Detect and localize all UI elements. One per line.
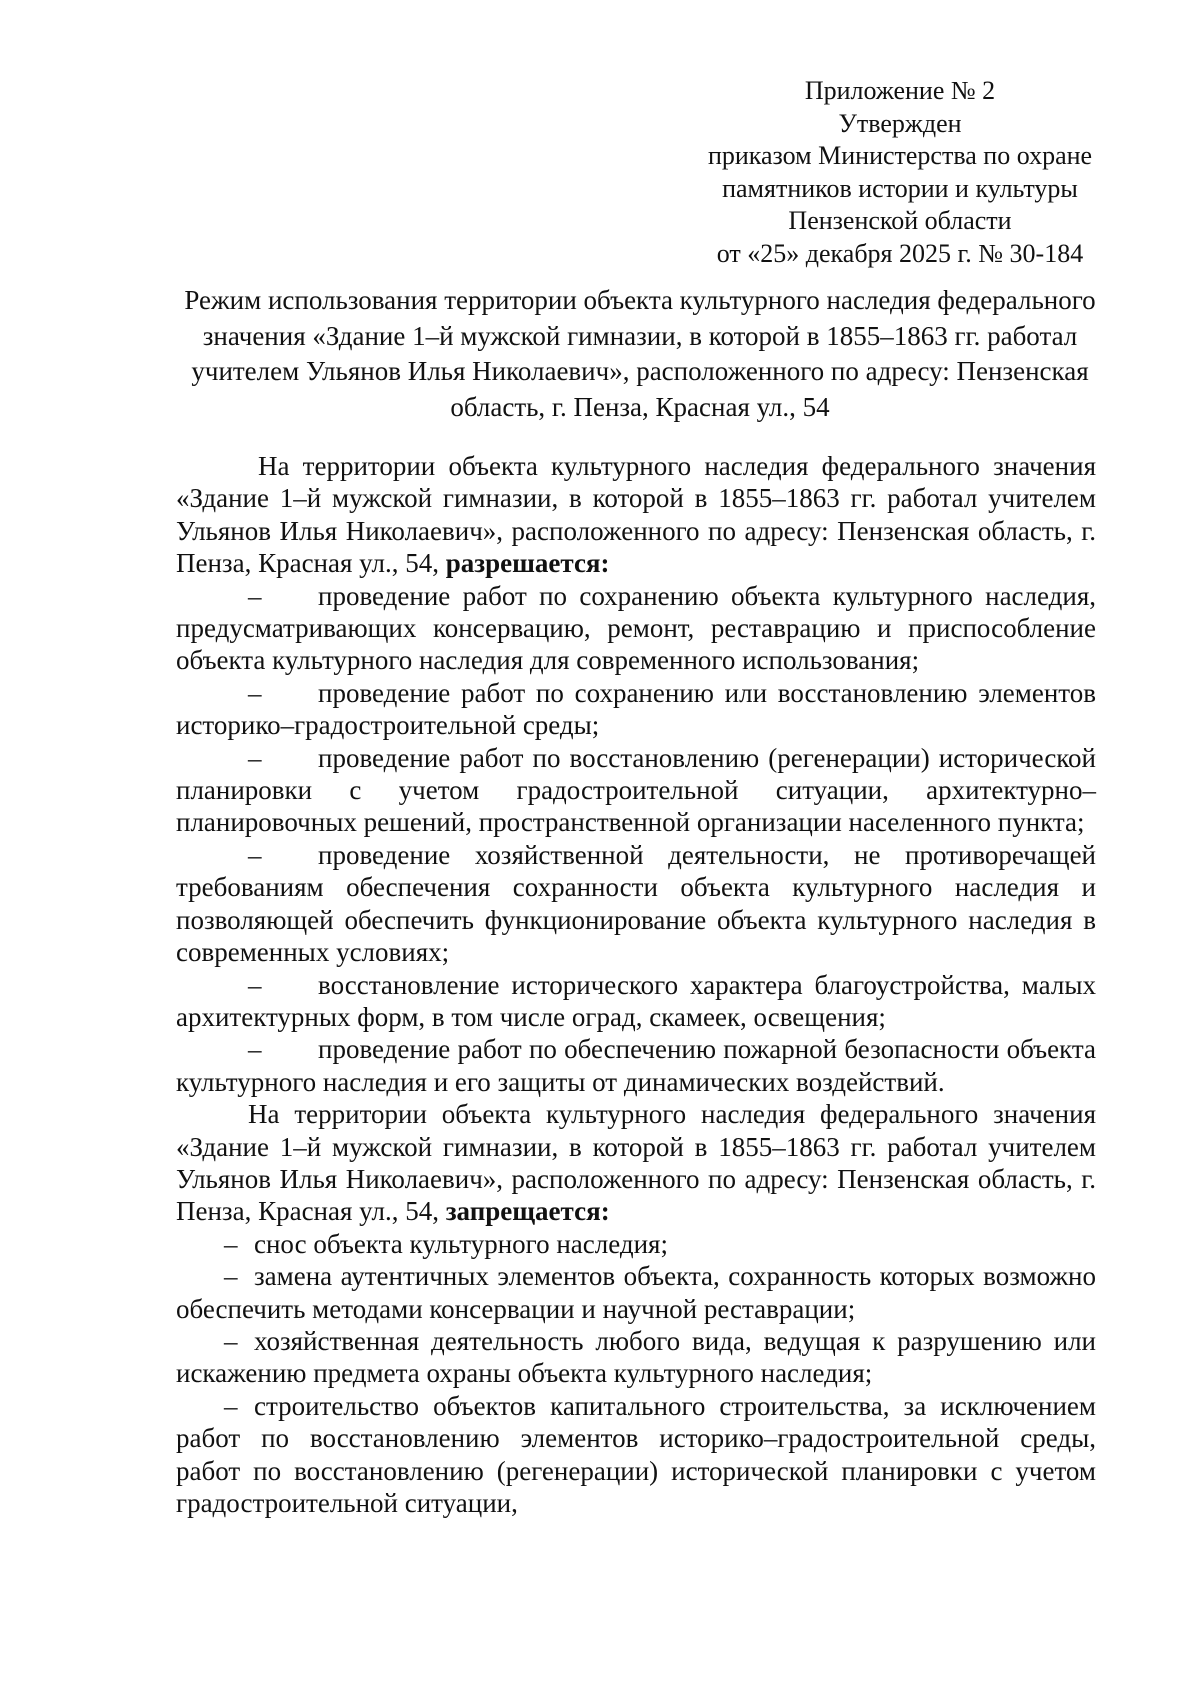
order-line: приказом Министерства по охране	[707, 141, 1093, 170]
list-item	[176, 1390, 1096, 1520]
list-dash: –	[224, 1261, 238, 1292]
forbidden-intro-paragraph	[176, 1098, 1096, 1228]
list-dash: –	[224, 1325, 238, 1356]
list-item-text: замена аутентичных элементов объекта, сохранность которых возможно обеспечить методами консервации и научной реставрации;	[176, 1261, 1096, 1324]
list-dash: –	[248, 580, 262, 611]
forbidden-intro-text: На территории объекта культурного наследия федерального значения «Здание 1–й мужской гимназии, в которой в 1855–1863 гг. работал учителем Ульянов Илья Николаевич», расположенного по адресу: Пензенская область, г. Пенза, Красная ул., 54,	[176, 1099, 1096, 1227]
list-item	[176, 742, 1096, 839]
approved-label: Утвержден	[838, 108, 962, 138]
list-item	[176, 1325, 1096, 1390]
list-dash: –	[224, 1228, 238, 1259]
list-dash: –	[248, 1034, 262, 1065]
list-item	[176, 1228, 1096, 1260]
list-dash: –	[248, 969, 262, 1000]
list-dash: –	[248, 742, 262, 773]
list-dash: –	[248, 677, 262, 708]
list-item-text: проведение работ по восстановлению (регенерации) исторической планировки с учетом градостроительной ситуации, архитектурно–планировочных решений, пространственной организации населенного пункта;	[176, 742, 1096, 838]
list-dash: –	[248, 839, 262, 870]
document-title: Режим использования территории объекта культурного наследия федерального значения «Здание 1–й мужской гимназии, в которой в 1855–1863 гг. работал учителем Ульянов Илья Николаевич», расположенного по адресу: Пензенская область, г. Пенза, Красная ул., 54	[184, 285, 1096, 422]
document-body	[176, 450, 1096, 1519]
region-line: Пензенской области	[788, 206, 1012, 235]
list-item-text: хозяйственная деятельность любого вида, ведущая к разрушению или искажению предмета охраны объекта культурного наследия;	[176, 1325, 1096, 1389]
approval-block	[680, 75, 1120, 270]
list-item-text: восстановление исторического характера благоустройства, малых архитектурных форм, в том числе оград, скамеек, освещения;	[176, 969, 1096, 1032]
allowed-intro-paragraph	[176, 450, 1096, 580]
list-item-text: снос объекта культурного наследия;	[254, 1228, 668, 1259]
list-item-text: строительство объектов капитального строительства, за исключением работ по восстановлению элементов историко–градостроительной среды, работ по восстановлению (регенерации) исторической планировки с учетом градостроительной ситуации,	[176, 1390, 1096, 1518]
list-item	[176, 969, 1096, 1034]
list-item-text: проведение хозяйственной деятельности, не противоречащей требованиям обеспечения сохранности объекта культурного наследия и позволяющей обеспечить функционирование объекта культурного наследия в современных условиях;	[176, 839, 1096, 968]
forbidden-keyword: запрещается:	[445, 1196, 610, 1227]
list-item	[176, 1260, 1096, 1325]
list-item-text: проведение работ по сохранению объекта культурного наследия, предусматривающих консервацию, ремонт, реставрацию и приспособление объекта культурного наследия для современного использования;	[176, 580, 1096, 676]
list-item	[176, 677, 1096, 742]
list-item-text: проведение работ по обеспечению пожарной безопасности объекта культурного наследия и его защиты от динамических воздействий.	[176, 1034, 1096, 1097]
order-date-number: от «25» декабря 2025 г. № 30-184	[716, 238, 1084, 268]
allowed-intro-text: На территории объекта культурного наследия федерального значения «Здание 1–й мужской гимназии, в которой в 1855–1863 гг. работал учителем Ульянов Илья Николаевич», расположенного по адресу: Пензенская область, г. Пенза, Красная ул., 54,	[176, 451, 1096, 579]
allowed-keyword: разрешается:	[445, 548, 610, 579]
list-item	[176, 839, 1096, 969]
list-item	[176, 580, 1096, 677]
list-item-text: проведение работ по сохранению или восстановлению элементов историко–градостроительной среды;	[176, 677, 1096, 741]
appendix-number: Приложение № 2	[804, 76, 996, 105]
ministry-line: памятников истории и культуры	[722, 173, 1078, 203]
list-item	[176, 1033, 1096, 1098]
list-dash: –	[224, 1390, 238, 1421]
